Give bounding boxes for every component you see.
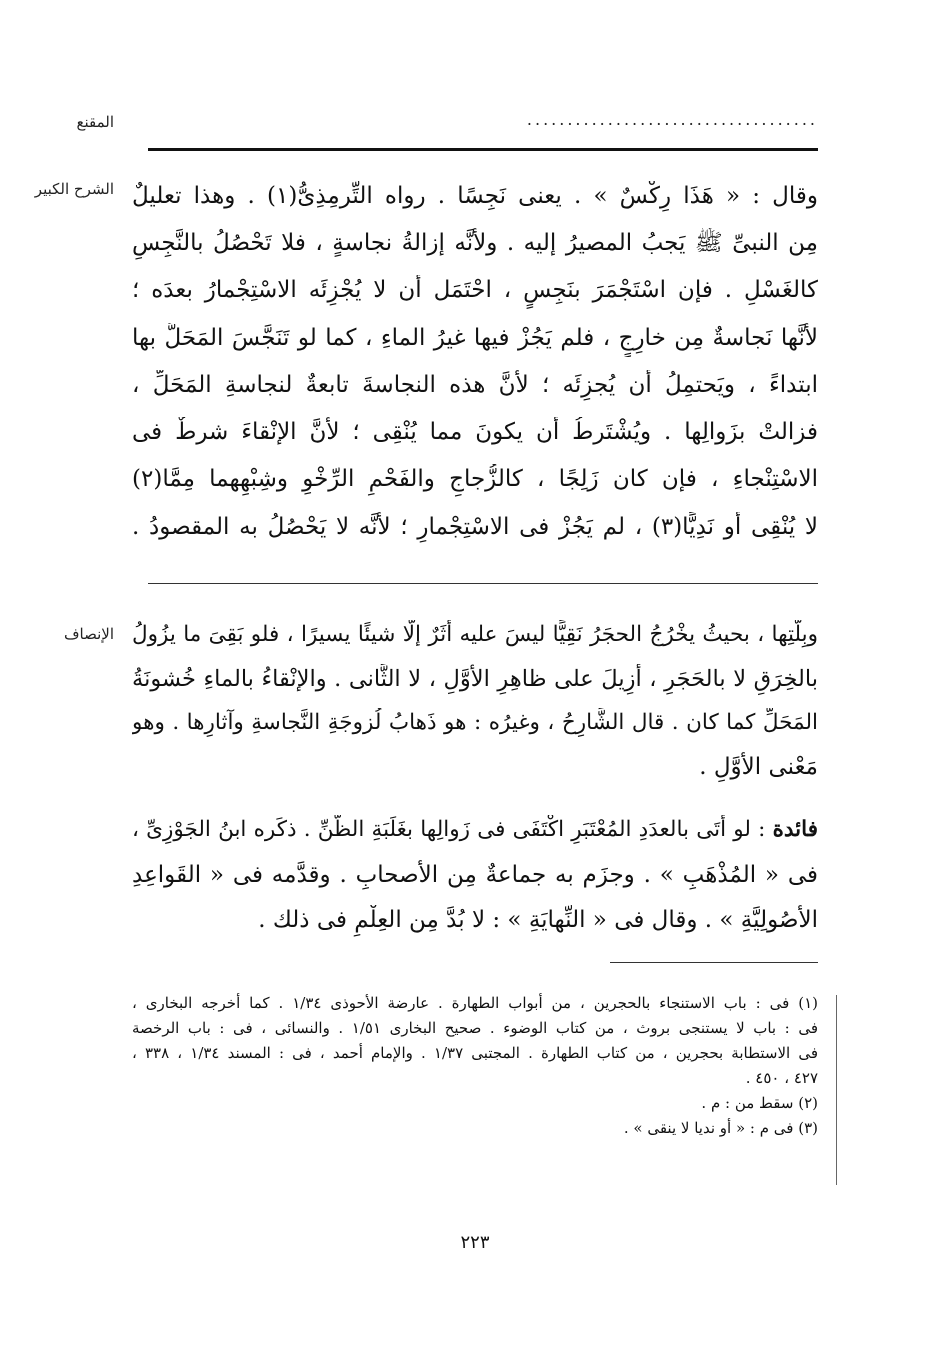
footnote-line: (١) فى : باب الاستنجاء بالحجرين ، من أبواب الطهارة . عارضة الأحوذى ١/٣٤ . كما أخرجه البخارى ، bbox=[132, 994, 818, 1012]
footnote-line: (٣) فى م : « أو نديا لا ينقى » . bbox=[623, 1119, 818, 1137]
margin-line bbox=[836, 995, 837, 1185]
page-number: ٢٢٣ bbox=[460, 1232, 490, 1253]
faida-line bbox=[132, 815, 818, 849]
footnote-line: فى الاستطابة بحجرين ، من كتاب الطهارة . المجتبى ١/٣٧ . والإمام أحمد ، فى : المسند ١/٣٤ ، ٣٣٨ ، bbox=[132, 1044, 818, 1062]
sharh-line: لا يُنْقِى أو نَدِيًّا(٣) ، لم يَجُزْ فى الاسْتِجْمارِ ؛ لأنَّه لا يَحْصُلُ به المقصودُ . bbox=[132, 514, 818, 540]
footnote-line: ٤٢٧ ، ٤٥٠ . bbox=[745, 1069, 818, 1087]
header-rule bbox=[148, 148, 818, 151]
footnote-rule bbox=[610, 962, 818, 963]
sharh-line: فزالتْ بزَوالِها . ويُشْتَرطُ أن يكونَ مما يُنْقِى ؛ لأنَّ الإنْقاءَ شرطٌ فى bbox=[132, 419, 818, 445]
faida-heading: فائدة bbox=[772, 817, 818, 842]
faida-line: الأُصُولِيَّةِ » . وقال فى « النِّهايَةِ » : لا بُدَّ مِن العِلْمِ فى ذلك . bbox=[258, 907, 818, 933]
section-divider bbox=[148, 583, 818, 584]
footnote-line: فى : باب لا يستنجى بروث ، من كتاب الوضوء . صحيح البخارى ١/٥١ . والنسائى ، فى : باب الرخصة bbox=[132, 1019, 818, 1037]
insaf-line: مَعْنى الأوَّلِ . bbox=[699, 754, 818, 780]
insaf-line: المَحَلِّ كما كان . قال الشَّارِحُ ، وغيرُه : هو ذَهابُ لُزوجَةِ النَّجاسةِ وآثارِها . وهو bbox=[132, 710, 818, 735]
insaf-line: بالخِرَقِ لا بالحَجَرِ ، أُزِيلَ على ظاهِرِ الأوَّلِ ، لا الثَّانى . والإنْقاءُ بالماءِ خُشونَةُ bbox=[132, 666, 818, 692]
header-dotted-line: .................................... bbox=[526, 110, 818, 129]
sharh-line: وقال : « هَذَا رِكْسٌ » . يعنى نَجِسًا . رواه التِّرمِذِىُّ(١) . وهذا تعليلٌ bbox=[132, 183, 818, 209]
sharh-line: لأنَّها نَجاسةٌ مِن خارِجٍ ، فلم يَجُزْ فيها غيرُ الماءِ ، كما لو تَنَجَّسَ المَحَلُّ بها bbox=[132, 325, 818, 351]
sharh-line: كالغَسْلِ . فإن اسْتَجْمَرَ بنَجِسٍ ، احْتَمَل أن لا يُجْزِئَه الاسْتِجْمارُ بعدَه ؛ bbox=[132, 277, 818, 303]
running-header-title: المقنع bbox=[76, 113, 114, 131]
section-label-sharh: الشرح الكبير bbox=[34, 180, 114, 198]
faida-line: فى « المُذْهَبِ » . وجزَم به جماعةٌ مِن الأصحابِ . وقدَّمه فى « القَواعِدِ bbox=[132, 862, 818, 888]
footnote-line: (٢) سقط من : م . bbox=[701, 1094, 818, 1112]
insaf-line: وبِلَّتِها ، بحيثُ يخْرُجُ الحجَرُ نَقِيًّا ليسَ عليه أثَرٌ إلَّا شيئًا يسيرًا ، فلو بَقِىَ ما يزُولُ bbox=[132, 622, 818, 647]
sharh-line: ابتداءً ، ويَحتمِلُ أن يُجزِئَه ؛ لأنَّ هذه النجاسةَ تابعةٌ لنجاسةِ المَحَلِّ ، bbox=[132, 372, 818, 398]
sharh-line: مِن النبىِّ ﷺ يَجبُ المصيرُ إليه . ولأنَّه إزالةُ نجاسةٍ ، فلا تَحْصُلُ بالنَّجِسِ bbox=[132, 230, 818, 256]
faida-text: : لو أتَى بالعدَدِ المُعْتَبَرِ اكْتَفَى فى زَوالِها بغَلَبَةِ الظَّنِّ . ذكَره ابنُ الجَوْزِىِّ ، bbox=[132, 817, 766, 842]
sharh-line: الاسْتِنْجاءِ ، فإن كان زَلِجًا ، كالزُّجاجِ والفَحْمِ الرِّخْوِ وشِبْهِهما مِمَّا(٢) bbox=[132, 466, 818, 492]
section-label-insaf: الإنصاف bbox=[63, 625, 114, 643]
